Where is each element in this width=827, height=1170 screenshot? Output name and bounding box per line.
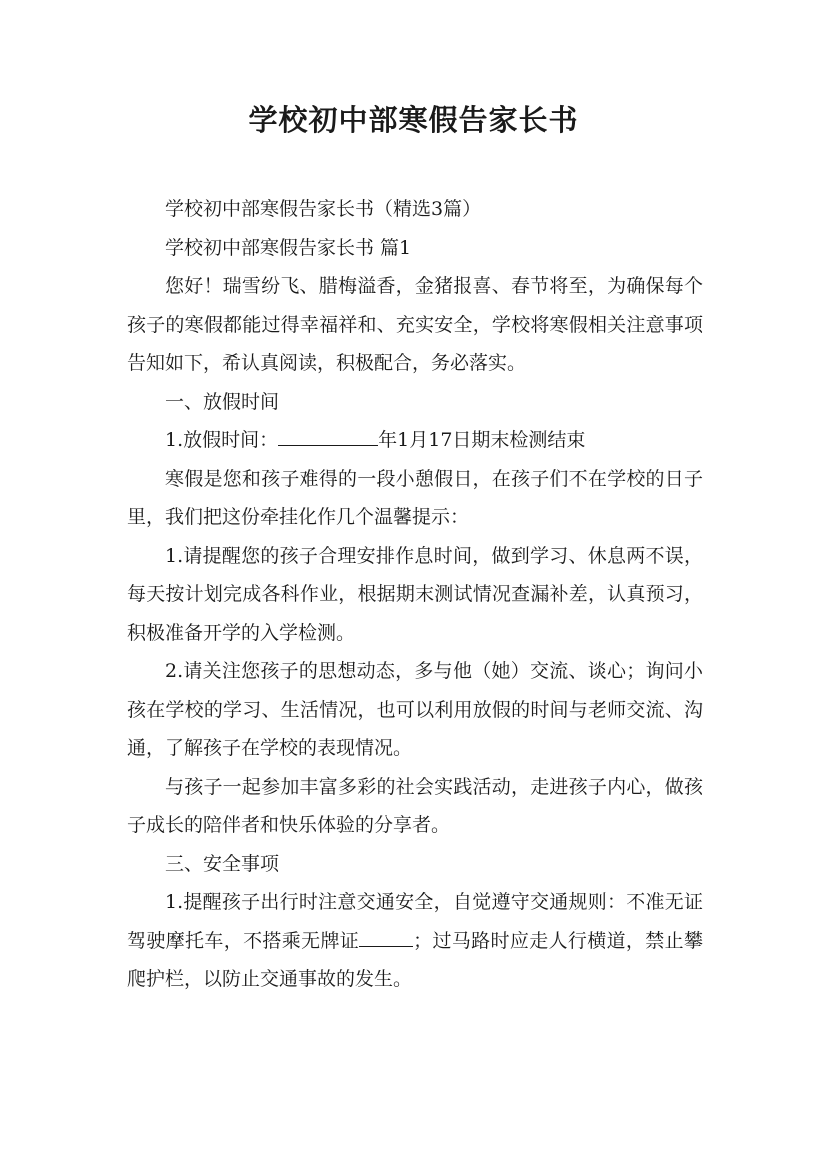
tip-practice-paragraph: 与孩子一起参加丰富多彩的社会实践活动，走进孩子内心，做孩子成长的陪伴者和快乐体验的分享者。 bbox=[127, 775, 703, 836]
license-blank bbox=[359, 926, 413, 947]
safety-1-paragraph bbox=[127, 883, 703, 999]
safety-1-text-after: ；过马路时应走人行横道，禁止攀爬护栏，以防止交通事故的发生。 bbox=[127, 929, 703, 990]
section-heading-holiday-time: 一、放假时间 bbox=[165, 390, 280, 413]
year-blank bbox=[278, 425, 378, 446]
tip-1-paragraph: 1.请提醒您的孩子合理安排作息时间，做到学习、休息两不误，每天按计划完成各科作业，根据期末测试情况查漏补差，认真预习，积极准备开学的入学检测。 bbox=[127, 544, 703, 644]
greeting-paragraph: 您好！瑞雪纷飞、腊梅溢香，金猪报喜、春节将至，为确保每个孩子的寒假都能过得幸福祥和、充实安全，学校将寒假相关注意事项告知如下，希认真阅读，积极配合，务必落实。 bbox=[127, 275, 703, 374]
holiday-time-date: 年1月17日期末检测结束 bbox=[378, 429, 586, 451]
article-heading: 学校初中部寒假告家长书 篇1 bbox=[165, 236, 412, 259]
tip-2-paragraph: 2.请关注您孩子的思想动态，多与他（她）交流、谈心；询问小孩在学校的学习、生活情况，也可以利用放假的时间与老师交流、沟通，了解孩子在学校的表现情况。 bbox=[127, 660, 703, 759]
tips-intro-paragraph: 寒假是您和孩子难得的一段小憩假日，在孩子们不在学校的日子里，我们把这份牵挂化作几个温馨提示： bbox=[127, 467, 703, 528]
safety-1-text-before: 1.提醒孩子出行时注意交通安全，自觉遵守交通规则：不准无证驾驶摩托车，不搭乘无牌证 bbox=[127, 891, 703, 952]
holiday-time-label: 1.放假时间： bbox=[165, 429, 279, 451]
section-heading-safety: 三、安全事项 bbox=[165, 852, 280, 875]
document-body bbox=[127, 190, 703, 999]
holiday-time-paragraph bbox=[127, 421, 703, 460]
document-title: 学校初中部寒假告家长书 bbox=[248, 103, 579, 137]
collection-heading: 学校初中部寒假告家长书（精选3篇） bbox=[165, 198, 482, 220]
